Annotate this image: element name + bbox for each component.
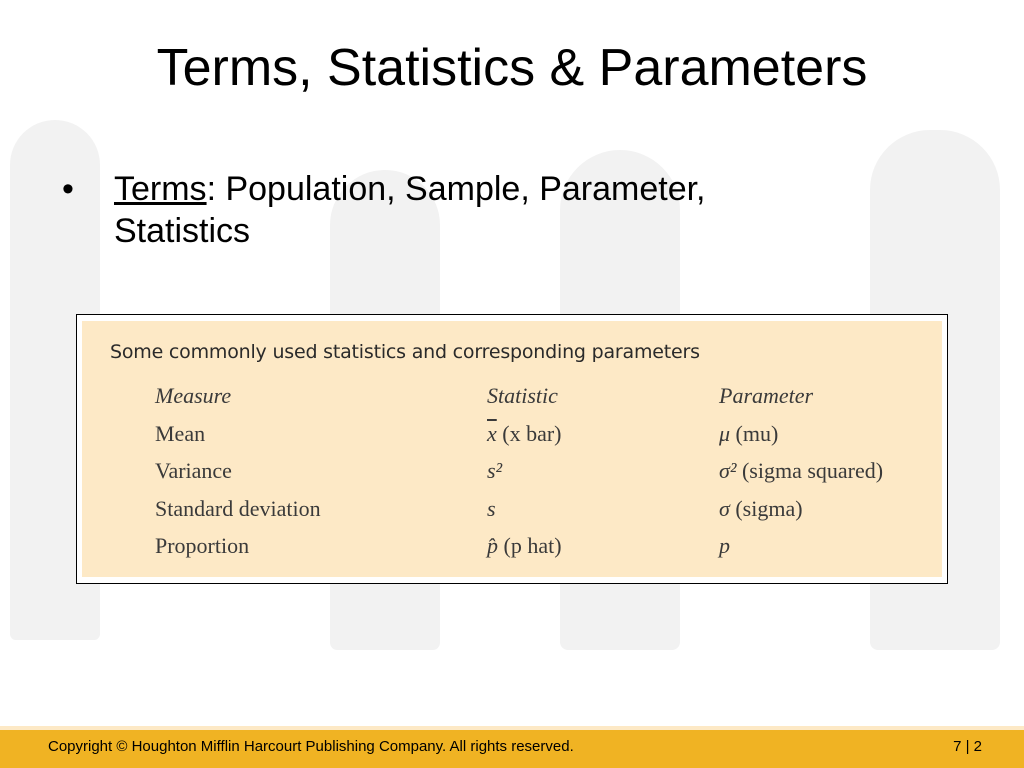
statistic-text: (p hat) (498, 533, 562, 558)
statistic-symbol: $\overline{x}$ (487, 421, 497, 446)
parameter-cell (719, 496, 803, 522)
statistics-table (76, 314, 948, 584)
statistic-symbol: p̂ (487, 533, 498, 558)
parameter-cell (719, 533, 730, 559)
footer-bar (0, 726, 1024, 768)
header-parameter: Parameter (719, 383, 814, 408)
header-statistic: Statistic (487, 383, 558, 408)
table-header-row (82, 383, 942, 419)
parameter-text: (sigma) (729, 496, 803, 521)
parameter-cell (719, 458, 883, 484)
bullet-marker: • (62, 170, 74, 208)
measure-cell: Variance (155, 458, 232, 483)
statistic-text: (x bar) (496, 421, 562, 446)
statistic-cell (487, 533, 562, 559)
measure-cell: Proportion (155, 533, 250, 558)
slide-title: Terms, Statistics & Parameters (156, 39, 868, 97)
terms-list: : Population, Sample, Parameter, Statistics (114, 170, 706, 250)
parameter-symbol: p (719, 533, 730, 558)
terms-link[interactable]: Terms (114, 170, 207, 208)
header-measure: Measure (155, 383, 232, 408)
statistic-symbol: s² (487, 458, 503, 483)
bullet-text (114, 168, 842, 252)
statistic-cell (487, 421, 562, 447)
parameter-symbol: σ (719, 496, 730, 521)
parameter-cell (719, 421, 778, 447)
measure-cell: Standard deviation (155, 496, 321, 521)
table-row (82, 533, 942, 569)
parameter-text: (mu) (730, 421, 779, 446)
table-row (82, 421, 942, 457)
table-caption: Some commonly used statistics and corresponding parameters (110, 341, 700, 363)
measure-cell: Mean (155, 421, 206, 446)
table-row (82, 458, 942, 494)
page-number: 7 | 2 (953, 738, 982, 755)
copyright-text: Copyright © Houghton Mifflin Harcourt Publishing Company. All rights reserved. (48, 738, 574, 755)
parameter-text: (sigma squared) (736, 458, 884, 483)
statistic-symbol: s (487, 496, 496, 521)
table-row (82, 496, 942, 532)
parameter-symbol: μ (719, 421, 731, 446)
statistic-cell (487, 496, 496, 522)
table-panel (82, 321, 942, 577)
statistic-cell (487, 458, 502, 484)
bullet-item (62, 168, 842, 252)
parameter-symbol: σ² (719, 458, 737, 483)
